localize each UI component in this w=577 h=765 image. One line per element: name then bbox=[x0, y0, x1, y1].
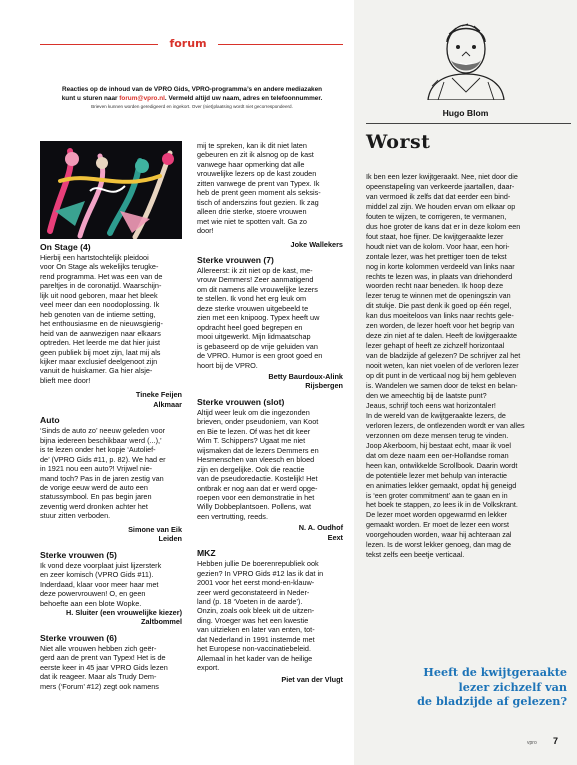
letter-place: Zaltbommel bbox=[141, 617, 182, 627]
letter-sterke-vrouwen-6: Sterke vrouwen (6) Niet alle vrouwen hebben zich geër- gerd aan de prent van Typex! Het is de eerste keer in 45 jaar VPRO Gids lezen dat ik reageer. Maar als Trudy Dem- mers (‘Forum’ #12) zegt ook namens bbox=[40, 633, 182, 691]
author-rule bbox=[366, 123, 571, 124]
letter-heading: On Stage (4) bbox=[40, 242, 91, 252]
intro-line-1: Reacties op de inhoud van de VPRO Gids, VPRO-programma’s en andere mediazaken bbox=[61, 86, 323, 93]
email-link[interactable]: forum@vpro.nl bbox=[119, 95, 165, 102]
letter-signature: Piet van der Vlugt bbox=[281, 674, 343, 684]
intro-disclaimer: Brieven kunnen worden geredigeerd en ingekort. Over (niet)plaatsing wordt niet gecorrespondeerd. bbox=[91, 104, 293, 109]
letter-signature: Tineke Feijen bbox=[135, 390, 182, 400]
letter-place: Leiden bbox=[158, 534, 182, 544]
letters-column-1 bbox=[40, 242, 182, 691]
letter-heading: Sterke vrouwen (5) bbox=[40, 549, 117, 560]
letter-signature: Simone van Eik bbox=[128, 524, 182, 534]
column-title: Worst bbox=[366, 131, 431, 153]
author-portrait bbox=[418, 16, 514, 100]
letter-signature: Betty Baurdoux-Alink bbox=[268, 371, 343, 381]
page-number: 7 bbox=[553, 736, 559, 746]
header-rule-right bbox=[218, 44, 343, 45]
letter-heading: Sterke vrouwen (7) bbox=[197, 254, 274, 265]
letter-signature: Joke Wallekers bbox=[290, 239, 343, 249]
letter-signature: N. A. Oudhof bbox=[298, 523, 343, 533]
letter-place: Rijsbergen bbox=[305, 381, 343, 391]
letter-heading: Sterke vrouwen (6) bbox=[40, 632, 117, 643]
author-name: Hugo Blom bbox=[442, 108, 489, 118]
letter-auto: Auto ‘Sinds de auto zo’ neeuw geleden voor bijna iedereen beschikbaar werd (...),’ is te lezen onder het kopje ‘Autolief- de’ (VPRO Gids #11, p. 82). We had er in 1921 nou een auto?! Vrijwel nie- mand toch? Pas in de jaren zestig van de vorige eeuw werd de auto een statussymbool. En pas begin jaren zeventig werd dronken achter het stuur zitten verboden. Simone van Eik Leiden bbox=[40, 415, 182, 544]
forum-intro bbox=[32, 85, 352, 111]
header-rule-left bbox=[40, 44, 158, 45]
forum-illustration bbox=[40, 141, 182, 239]
section-tag: forum bbox=[158, 37, 218, 52]
letter-mkz: MKZ Hebben jullie De boerenrepubliek ook gezien? In VPRO Gids #12 las ik dat in 2001 voor het eerst mond-en-klauw- zeer werd geconstateerd in Neder- land (p. 18 ‘Voeten in de aarde’). Onzin, zoals ook bleek uit de uitzen- ding. Vroeger was het een kwestie van uitzieken en later van enten, tot- dat Nederland in 1991 instemde met het Europese non-vaccinatiebeleid. Allemaal in het kader van de heilige export. Piet van der Vlugt bbox=[197, 548, 343, 684]
letter-signature: H. Sluiter (een vrouwelijke kiezer) bbox=[66, 607, 182, 617]
vpro-logo: vpro bbox=[527, 740, 537, 746]
letter-heading: MKZ bbox=[197, 548, 216, 559]
letter-on-stage: On Stage (4) Hierbij een hartstochtelijk pleidooi voor On Stage als wekelijks terugke- rend programma. Het was een van de pareltjes in de coronatijd. Waarschijn- lijk uit nood geboren, maar het bleek veel meer dan een noodoplossing. Ik heb genoten van de intieme setting, het enthousiasme en de nieuwsgierig- heid van de aanwezigen naar elkaars optreden. Het leerde me dat hier juist geen publiek bij moet zijn, laat mij als kijker maar exclusief deelgenoot zijn vanuit de huiskamer. Ga hier alsje- blieft mee door! Tineke Feijen Alkmaar bbox=[40, 242, 182, 409]
letter-heading: Auto bbox=[40, 415, 60, 426]
letter-sterke-vrouwen-slot: Sterke vrouwen (slot) Altijd weer leuk om die ingezonden brieven, onder pseudoniem, van Koot en Bie te lezen. Of was het dit keer Wim T. Schippers? Ugaat me niet wijsmaken dat de lezers Demmers en Hesmenschen van vleesch en bloed zijn en dergelijke. Ook die reactie van de pseudoredactie. Kostelijk! Het ontbrak er nog aan dat er werd opge- roepen voor een demonstratie in het Willy Dobbeplantsoen. Pollens, wat een vertrutting, reeds. N. A. Oudhof Eext bbox=[197, 396, 343, 542]
letters-column-2 bbox=[197, 141, 343, 686]
letter-sterke-vrouwen-6-cont: mij te spreken, kan ik dit niet laten gebeuren en zit ik alsnog op de kast vanwege haar opmerking dat alle vrouwelijke lezers op de kast zouden zitten vanwege de prent van Typex. Ik heb de prent geen moment als seksis- tisch of anderszins fout gezien. Ik zag alleen drie sterke, stoere vrouwen met wie niet te spotten valt. Ga zo door! Joke Wallekers bbox=[197, 141, 343, 249]
column-body: Ik ben een lezer kwijtgeraakt. Nee, niet door die opeenstapeling van verkeerde jaartallen, daar- van vermoed ik zelfs dat dat eerder een bind- middel zal zijn. We houden ervan om elkaar op fouten te wijzen, te corrigeren, te vermanen, dus hoe groter de kans dat er in deze kolom een fout staat, hoe fijner. De kwijtgeraakte lezer houdt niet van de kolom. Voor haar, een hori- zontale lezer, was het prettiger toen de tekst nog in korte kolommen verdeeld van links naar rechts te lezen was, in plaats van driehonderd woorden recht naar beneden. Ik hoop deze lezer terug te winnen met de openingszin van dit stukje. Die past denk ik goed op één regel, kan dus moeiteloos van links naar rechts gele- zen worden, de lezer hoeft voor het begrip van deze zin niet af te dalen. Heeft de kwijtgeraakte lezer gehapt of heeft ze zichzelf horizontaal van de bladzijde af gelezen? De schrijver zal het nooit weten, kan niet voelen of de verloren lezer op dit punt in de verticaal nog bij hem gebleven is. Wandelen we samen door de tekst en belan- den we ameechtig bij de laatste punt? Jeaus, schrijf toch eens wat horizontaler! In de wereld van de kwijtgeraakte lezers, de verloren lezers, de ontlezenden wordt er van alles verzonnen om deze mensen terug te vinden. Joop Akerboom, hij bestaat echt, maar ik voel dat om deze naam een oer-Hollandse roman heen kan, ontwikkelde Scrollbook. Daarin wordt de potentiële lezer met behulp van interactie en animaties lekker gemaakt, opdat hij geneigd is ‘een groter commitment’ aan te gaan en in het boek te stappen, zo lees ik in de Volkskrant. De lezer moet worden opgewarmd en lekker gemaakt worden. Er moet de lezer een worst voorgehouden worden, waar hij achteraan zal lezen. Is de worst lekker genoeg, dan mag de tekst zelfs een beetje verticaal. bbox=[366, 172, 525, 560]
intro-line-2: kunt u sturen naar forum@vpro.nl. Vermeld altijd uw naam, adres en telefoonnummer. bbox=[61, 95, 323, 102]
letter-sterke-vrouwen-7: Sterke vrouwen (7) Allereerst: ik zit niet op de kast, me- vrouw Demmers! Zeer aanmatigend om dit namens alle vrouwelijke lezers te stellen. Ik vond het erg leuk om deze sterke vrouwen uitgebeeld te zien met een knipoog. Typex heeft uw opdracht heel goed begrepen en mooi uitgewerkt. Mijn lidmaatschap is gebaseerd op de vrije geluiden van de VPRO. Humor is een groot goed en hoort bij de VPRO. Betty Baurdoux-Alink Rijsbergen bbox=[197, 254, 343, 391]
letter-sterke-vrouwen-5: Sterke vrouwen (5) Ik vond deze voorplaat juist lijzersterk en zeer komisch (VPRO Gids #11). Inderdaad, klaar voor meer haar met deze powervrouwen! O, en geen behoefte aan een blote Wopke. H. Sluiter (een vrouwelijke kiezer) Zaltbommel bbox=[40, 549, 182, 627]
letter-place: Eext bbox=[327, 532, 343, 542]
letter-place: Alkmaar bbox=[153, 399, 182, 409]
pull-quote: Heeft de kwijtgeraakte lezer zichzelf van de bladzijde af gelezen? bbox=[417, 665, 567, 708]
letter-heading: Sterke vrouwen (slot) bbox=[197, 396, 285, 407]
